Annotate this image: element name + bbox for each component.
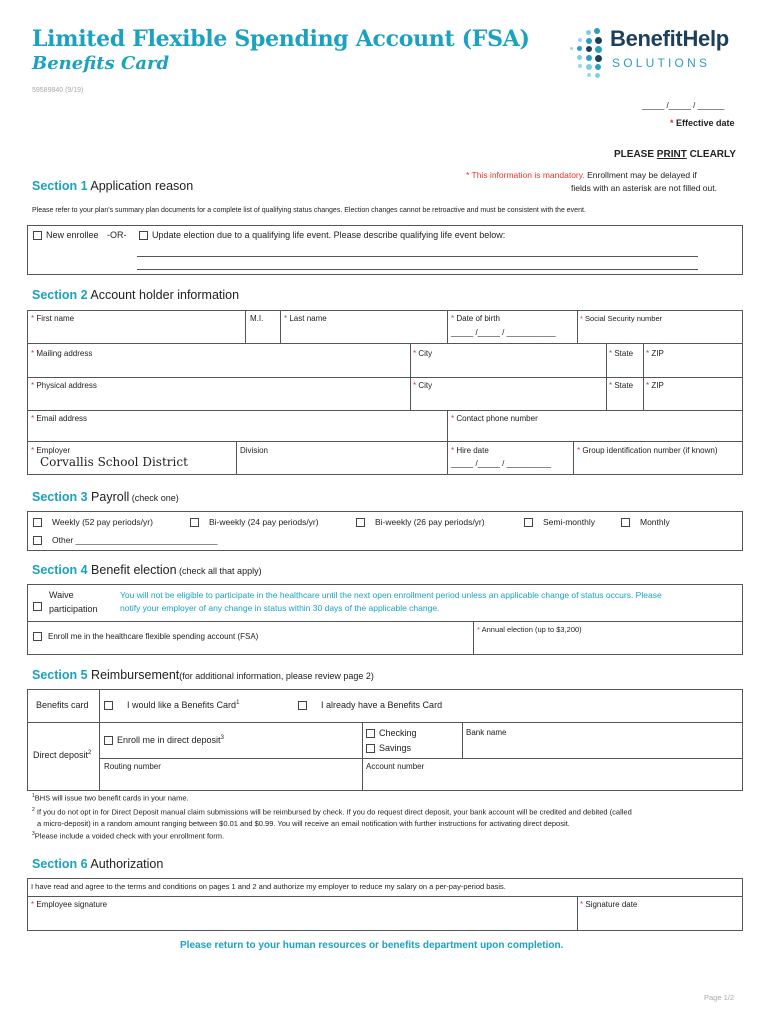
payroll-monthly[interactable]: Monthly (621, 517, 670, 527)
bank-name-field[interactable]: Bank name (466, 728, 507, 737)
weekly-checkbox[interactable] (33, 518, 42, 527)
life-event-line-2[interactable] (137, 269, 698, 270)
savings-option[interactable]: Savings (366, 743, 411, 753)
checking-option[interactable]: Checking (366, 728, 417, 738)
routing-number-field[interactable]: Routing number (104, 762, 161, 771)
payroll-weekly[interactable]: Weekly (52 pay periods/yr) (33, 517, 153, 527)
signature-date-field[interactable]: * Signature date (580, 900, 638, 909)
new-enrollee-option[interactable]: New enrollee (33, 230, 99, 240)
payroll-biweekly-26[interactable]: Bi-weekly (26 pay periods/yr) (356, 517, 485, 527)
form-number: 59589840 (9/19) (32, 87, 84, 94)
mandatory-note: * This information is mandatory. Enrollment may be delayed if (466, 170, 697, 180)
annual-election-field[interactable]: * Annual election (up to $3,200) (477, 625, 582, 634)
physical-zip-field[interactable]: * ZIP (646, 381, 664, 390)
dob-field[interactable]: * Date of birth (451, 314, 500, 323)
page-number: Page 1/2 (704, 993, 735, 1002)
section-1-instructions: Please refer to your plan's summary plan documents for a complete list of qualifying status changes. Election changes cannot be retroactive and must be consistent with the event. (32, 207, 586, 214)
mailing-state-field[interactable]: * State (609, 349, 634, 358)
mailing-address-field[interactable]: * Mailing address (31, 349, 93, 358)
mi-field[interactable]: M.I. (250, 314, 264, 323)
phone-field[interactable]: * Contact phone number (451, 414, 538, 423)
waive-note-2: notify your employer of any change in status within 30 days of the applicable change. (120, 603, 440, 613)
form-title: Limited Flexible Spending Account (FSA) (32, 26, 530, 52)
employer-field[interactable]: * Employer (31, 446, 71, 455)
biweekly-24-checkbox[interactable] (190, 518, 199, 527)
already-have-card-checkbox[interactable] (298, 701, 307, 710)
would-like-card-option[interactable]: I would like a Benefits Card$^1$ (104, 700, 239, 710)
footnote-3: $^3$Please include a voided check with your enrollment form. (32, 831, 225, 841)
payroll-other[interactable]: Other ______________________________ (33, 535, 217, 545)
other-checkbox[interactable] (33, 536, 42, 545)
employer-value[interactable]: Corvallis School District (40, 455, 188, 469)
physical-state-field[interactable]: * State (609, 381, 634, 390)
direct-deposit-label: Direct deposit$^2$ (33, 750, 92, 760)
physical-address-field[interactable]: * Physical address (31, 381, 97, 390)
last-name-field[interactable]: * Last name (284, 314, 327, 323)
return-instructions: Please return to your human resources or benefits department upon completion. (180, 940, 564, 951)
update-election-option[interactable]: Update election due to a qualifying life event. Please describe qualifying life event below: (139, 230, 505, 240)
section-4-heading: Section 4 Benefit election (check all that apply) (32, 563, 262, 577)
life-event-line-1[interactable] (137, 256, 698, 257)
group-id-field[interactable]: * Group identification number (if known) (577, 446, 718, 455)
section-5-heading: Section 5 Reimbursement(for additional information, please review page 2) (32, 668, 374, 682)
section-1-heading: Section 1 Application reason (32, 179, 194, 193)
footnote-1: $^1$BHS will issue two benefit cards in your name. (32, 793, 189, 803)
authorization-text: I have read and agree to the terms and conditions on pages 1 and 2 and authorize my employer to reduce my salary on a per-pay-period basis. (31, 882, 506, 891)
monthly-checkbox[interactable] (621, 518, 630, 527)
physical-city-field[interactable]: * City (413, 381, 433, 390)
would-like-card-checkbox[interactable] (104, 701, 113, 710)
hire-date-field[interactable]: * Hire date (451, 446, 489, 455)
effective-date-label: * Effective date (670, 118, 735, 128)
section-2-heading: Section 2 Account holder information (32, 288, 240, 302)
enroll-fsa-checkbox[interactable] (33, 632, 42, 641)
mandatory-note-line2: fields with an asterisk are not filled out. (571, 183, 717, 193)
mailing-zip-field[interactable]: * ZIP (646, 349, 664, 358)
print-clearly-note: PLEASE PRINT CLEARLY (614, 149, 736, 160)
savings-checkbox[interactable] (366, 744, 375, 753)
section-3-heading: Section 3 Payroll (check one) (32, 490, 179, 504)
section-6-heading: Section 6 Authorization (32, 857, 164, 871)
effective-date-blank[interactable]: _____ /_____ / ______ (642, 101, 725, 110)
ssn-field[interactable]: * Social Security number (580, 314, 663, 323)
semimonthly-checkbox[interactable] (524, 518, 533, 527)
footnote-2-cont: a micro-deposit) in a random amount ranging between $0.01 and $0.99. You will receive an email notification with further instructions for activating direct deposit. (37, 819, 570, 828)
email-field[interactable]: * Email address (31, 414, 88, 423)
mailing-city-field[interactable]: * City (413, 349, 433, 358)
waive-note-1: You will not be eligible to participate in the healthcare until the next open enrollment period unless an applicable change of status occurs. Please (120, 590, 662, 600)
new-enrollee-checkbox[interactable] (33, 231, 42, 240)
benefits-card-label: Benefits card (36, 700, 89, 710)
waive-label-1: Waive (49, 590, 74, 600)
logo-subtext: SOLUTIONS (612, 56, 711, 70)
enroll-fsa-option[interactable]: Enroll me in the healthcare flexible spending account (FSA) (33, 632, 258, 641)
hire-date-blank[interactable]: _____ /_____ / __________ (451, 459, 552, 468)
already-have-card-option[interactable]: I already have a Benefits Card (298, 700, 442, 710)
dob-blank[interactable]: _____ /_____ / ___________ (451, 328, 556, 337)
enroll-direct-deposit-option[interactable]: Enroll me in direct deposit$^3$ (104, 735, 224, 745)
division-field[interactable]: Division (240, 446, 269, 455)
waive-checkbox[interactable] (33, 598, 46, 616)
footnote-2: $^2$ If you do not opt in for Direct Deposit manual claim submissions will be reimbursed by check. If you do request direct deposit, your bank account will be credited and debited (called (32, 807, 632, 817)
logo-name: BenefitHelp (610, 26, 729, 51)
biweekly-26-checkbox[interactable] (356, 518, 365, 527)
checking-checkbox[interactable] (366, 729, 375, 738)
enroll-direct-deposit-checkbox[interactable] (104, 736, 113, 745)
payroll-biweekly-24[interactable]: Bi-weekly (24 pay periods/yr) (190, 517, 319, 527)
or-separator: -OR- (107, 230, 127, 240)
employee-signature-field[interactable]: * Employee signature (31, 900, 108, 909)
waive-label-2: participation (49, 604, 98, 614)
account-number-field[interactable]: Account number (366, 762, 425, 771)
first-name-field[interactable]: * First name (31, 314, 75, 323)
form-subtitle: Benefits Card (32, 53, 170, 74)
payroll-semimonthly[interactable]: Semi-monthly (524, 517, 595, 527)
update-election-checkbox[interactable] (139, 231, 148, 240)
benefithelp-logo (566, 26, 746, 80)
